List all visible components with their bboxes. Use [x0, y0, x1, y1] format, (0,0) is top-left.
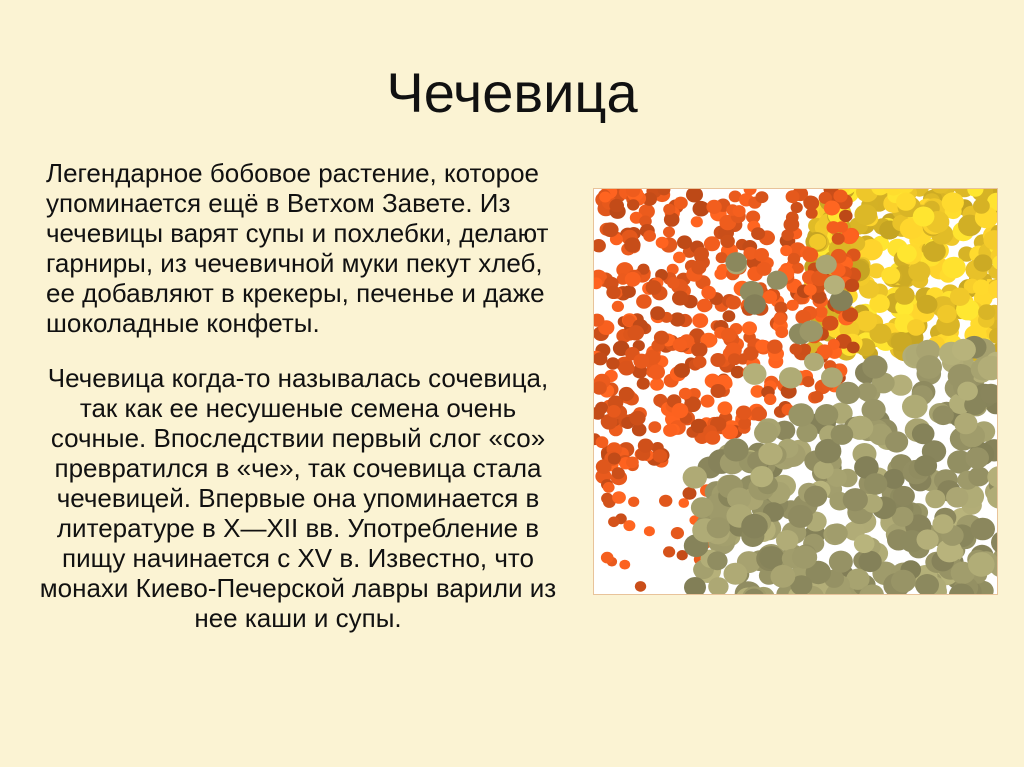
- lentil-seed: [656, 237, 669, 249]
- lentil-seed: [622, 285, 636, 298]
- lentil-seed: [679, 498, 690, 508]
- lentil-seed: [836, 382, 860, 404]
- lentil-seed: [831, 424, 854, 445]
- lentil-seed: [726, 296, 741, 310]
- lentil-seed: [767, 271, 788, 290]
- lentil-seed: [917, 295, 938, 314]
- lentil-seed: [646, 280, 662, 295]
- lentil-seed: [942, 257, 966, 279]
- lentil-seed: [677, 235, 692, 249]
- lentil-seed: [832, 233, 845, 245]
- lentil-seed: [816, 255, 837, 275]
- lentil-seed: [691, 261, 706, 275]
- lentil-seed: [674, 363, 690, 378]
- lentil-seed: [691, 216, 703, 227]
- lentil-seed: [626, 457, 639, 469]
- lentil-seed: [767, 340, 783, 354]
- lentil-seed: [829, 551, 853, 573]
- lentil-seed: [650, 306, 665, 320]
- lentil-seed: [937, 305, 957, 323]
- lentil-seed: [643, 230, 656, 242]
- lentil-seed: [809, 234, 826, 250]
- lentil-seed: [895, 286, 915, 305]
- lentil-seed: [648, 364, 665, 379]
- lentils-photo: [593, 188, 998, 595]
- lentil-seed: [957, 382, 978, 401]
- lentil-seed: [691, 342, 707, 357]
- lentil-seed: [724, 438, 749, 461]
- lentil-seed: [804, 284, 817, 296]
- lentil-seed: [728, 353, 741, 365]
- lentil-seed: [758, 443, 782, 465]
- lentil-seed: [667, 277, 680, 289]
- lentil-seed: [790, 343, 803, 355]
- lentil-seed: [707, 551, 727, 570]
- lentil-seed: [751, 227, 765, 240]
- lentil-seed: [907, 319, 925, 336]
- lentil-seed: [673, 252, 686, 264]
- lentil-seed: [786, 190, 800, 203]
- lentil-seed: [776, 530, 798, 551]
- lentil-seed: [802, 248, 818, 263]
- lentil-seed: [638, 439, 654, 453]
- lentil-seed: [755, 340, 769, 353]
- lentil-seed: [854, 534, 875, 553]
- lentil-seed: [973, 279, 990, 295]
- lentil-seed: [701, 286, 716, 299]
- lentil-seed: [701, 395, 715, 408]
- lentil-seed: [623, 520, 635, 531]
- lentil-seed: [864, 473, 887, 495]
- paragraph-history: Чечевица когда-то называлась сочевица, так как ее несушеные семена очень сочные. Впоследствии первый слог «со» превратился в «че», так сочевица стала чечевицей. Впервые она упоминается в литературе в X—XII вв. Употребление в пищу начинается с XV в. Известно, что монахи Киево-Печерской лавры варили из нее каши и супы.: [39, 363, 557, 633]
- lentil-seed: [824, 275, 845, 294]
- lentil-seed: [821, 367, 843, 387]
- lentil-seed: [815, 404, 838, 426]
- lentil-seed: [731, 366, 745, 379]
- lentil-seed: [733, 205, 746, 217]
- lentil-seed: [603, 482, 615, 493]
- lentil-seed: [663, 204, 675, 215]
- lentil-seed: [628, 497, 639, 507]
- lentil-seed: [913, 207, 935, 227]
- lentil-seed: [787, 300, 799, 311]
- lentil-seed: [706, 200, 721, 214]
- lentil-seed: [624, 237, 640, 252]
- lentil-seed: [636, 294, 652, 308]
- lentil-seed: [664, 212, 680, 226]
- lentil-seed: [625, 272, 641, 287]
- lentil-seed: [942, 192, 964, 212]
- lentil-seed: [881, 267, 900, 284]
- lentil-seed: [741, 514, 768, 539]
- lentil-seed: [670, 312, 685, 326]
- lentil-seed: [707, 517, 730, 538]
- lentil-seed: [609, 199, 624, 212]
- lentil-seed: [710, 353, 725, 367]
- lentil-seed: [912, 423, 935, 444]
- lentil-seed: [755, 191, 768, 203]
- lentil-seed: [965, 447, 989, 469]
- lentils-illustration: [594, 189, 997, 594]
- lentil-seed: [633, 354, 649, 369]
- lentil-seed: [694, 247, 709, 261]
- lentil-seed: [653, 449, 668, 463]
- lentil-seed: [672, 291, 688, 306]
- lentil-seed: [596, 436, 609, 448]
- lentil-seed: [606, 286, 620, 299]
- lentil-seed: [697, 299, 712, 313]
- lentil-seed: [792, 546, 817, 569]
- lentil-seed: [683, 466, 707, 488]
- lentil-seed: [635, 581, 646, 592]
- paragraph-intro: Легендарное бобовое растение, которое упоминается ещё в Ветхом Завете. Из чечевицы варят супы и похлебки, делают гарниры, из чечевичной муки пекут хлеб, ее добавляют в крекеры, печенье и даже шоколадные конфеты.: [46, 158, 549, 338]
- lentil-seed: [663, 424, 677, 437]
- lentil-seed: [791, 202, 803, 213]
- lentil-seed: [594, 239, 606, 252]
- lentil-seed: [608, 453, 621, 465]
- lentil-seed: [804, 353, 824, 371]
- lentil-seed: [705, 431, 720, 445]
- lentil-seed: [970, 518, 995, 541]
- lentil-seed: [659, 495, 672, 507]
- lentil-seed: [932, 514, 953, 533]
- lentil-seed: [607, 405, 621, 418]
- lentil-seed: [619, 361, 635, 376]
- lentil-seed: [933, 406, 954, 426]
- lentil-seed: [742, 321, 757, 335]
- lentil-seed: [628, 325, 645, 340]
- lentil-seed: [814, 461, 834, 480]
- lentil-seed: [663, 227, 675, 238]
- lentil-seed: [720, 235, 735, 248]
- lentil-seed: [833, 190, 847, 203]
- lentil-seed: [859, 551, 882, 572]
- lentil-seed: [608, 517, 619, 528]
- lentil-seed: [724, 563, 748, 585]
- lentil-seed: [893, 486, 915, 506]
- lentil-seed: [736, 406, 752, 420]
- lentil-seed: [916, 355, 942, 379]
- lentil-seed: [683, 487, 697, 500]
- lentil-seed: [619, 560, 630, 570]
- lentil-seed: [925, 490, 945, 509]
- lentil-seed: [648, 421, 661, 433]
- lentil-seed: [799, 320, 823, 342]
- lentil-seed: [674, 197, 688, 210]
- lentil-seed: [606, 357, 619, 369]
- lentil-seed: [723, 310, 736, 322]
- slide-title: Чечевица: [386, 61, 638, 124]
- lentil-seed: [612, 467, 625, 479]
- lentil-seed: [946, 487, 968, 508]
- lentil-seed: [826, 523, 847, 543]
- lentil-seed: [644, 526, 655, 536]
- lentil-seed: [784, 217, 800, 232]
- lentil-seed: [896, 193, 916, 211]
- lentil-seed: [950, 288, 970, 306]
- lentil-seed: [725, 252, 747, 272]
- lentil-seed: [627, 199, 639, 210]
- lentil-seed: [764, 394, 776, 405]
- lentil-seed: [978, 304, 995, 320]
- lentil-seed: [802, 376, 814, 387]
- lentil-seed: [914, 455, 937, 476]
- lentil-seed: [663, 546, 675, 557]
- lentil-seed: [711, 384, 726, 398]
- lentil-seed: [692, 313, 708, 328]
- lentil-seed: [897, 245, 917, 263]
- lentil-seed: [773, 313, 786, 325]
- lentil-seed: [718, 401, 733, 415]
- lentil-seed: [779, 367, 802, 388]
- lentil-seed: [839, 210, 853, 222]
- lentil-seed: [756, 262, 771, 276]
- lentil-seed: [968, 467, 989, 487]
- lentil-seed: [974, 254, 993, 271]
- lentil-seed: [673, 338, 688, 351]
- lentil-seed: [750, 466, 773, 487]
- lentil-seed: [822, 316, 838, 331]
- lentil-seed: [672, 403, 689, 418]
- lentil-seed: [671, 527, 684, 539]
- lentil-seed: [885, 431, 908, 452]
- lentil-seed: [714, 268, 727, 280]
- lentil-seed: [845, 279, 859, 292]
- lentil-seed: [788, 253, 801, 265]
- lentil-seed: [619, 387, 634, 401]
- lentil-seed: [891, 570, 916, 593]
- lentil-seed: [612, 301, 624, 312]
- lentil-seed: [602, 222, 618, 237]
- lentil-seed: [788, 505, 813, 528]
- lentil-seed: [721, 328, 737, 342]
- lentil-seed: [693, 356, 707, 369]
- lentil-seed: [788, 403, 814, 426]
- lentil-seed: [968, 552, 995, 577]
- lentil-seed: [775, 326, 788, 338]
- lentil-seed: [754, 422, 778, 444]
- lentil-seed: [952, 339, 976, 361]
- lentil-seed: [847, 342, 860, 354]
- lentil-seed: [637, 378, 650, 390]
- lentil-seed: [902, 395, 928, 419]
- lentil-seed: [679, 388, 692, 400]
- lentil-seed: [973, 198, 990, 214]
- lentil-seed: [803, 196, 819, 211]
- lentil-seed: [654, 331, 669, 345]
- lentil-seed: [612, 491, 626, 504]
- lentil-seed: [744, 294, 766, 314]
- lentil-seed: [804, 486, 827, 507]
- lentil-seed: [686, 189, 703, 203]
- lentil-seed: [843, 488, 868, 511]
- lentil-seed: [854, 204, 877, 225]
- lentil-seed: [917, 529, 939, 549]
- lentil-seed: [599, 192, 611, 203]
- lentil-seed: [629, 411, 645, 426]
- lentil-seed: [650, 378, 664, 391]
- lentil-seed: [824, 201, 840, 216]
- lentil-seed: [754, 248, 769, 262]
- lentil-seed: [954, 413, 977, 434]
- lentil-seed: [771, 565, 796, 588]
- lentil-seed: [811, 391, 824, 403]
- lentil-seed: [691, 497, 714, 518]
- lentil-seed: [862, 355, 887, 378]
- lentil-seed: [601, 552, 614, 564]
- lentil-seed: [743, 363, 767, 385]
- lentil-seed: [827, 221, 841, 234]
